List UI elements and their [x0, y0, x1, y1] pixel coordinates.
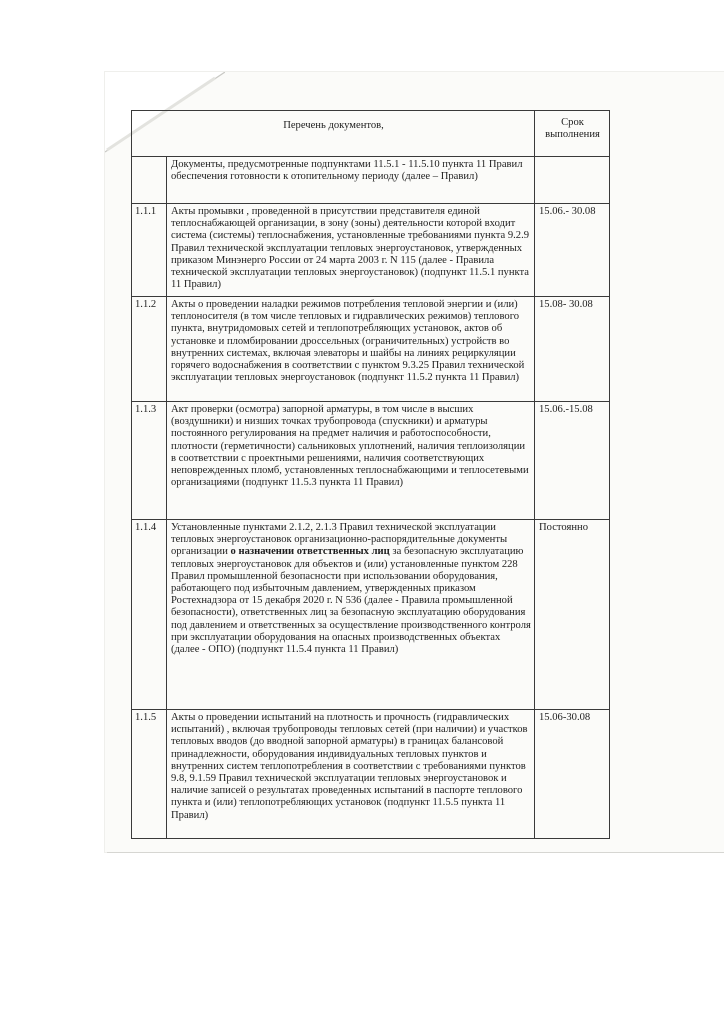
row-text: Акты промывки , проведенной в присутствии представителя единой теплоснабжающей организации, в зону (зоны) деятельности которой входит система (системы) теплоснабжения, установленные требованиями пункта 9.2.9 Правил технической эксплуатации тепловых энергоустановок, утвержденных приказом Минэнерго России от 24 марта 2003 г. N 115 (далее - Правила технической эксплуатации тепловых энергоустановок) (подпункт 11.5.1 пункта 11 Правил) — [167, 204, 535, 297]
row-term: 15.06-30.08 — [535, 710, 610, 839]
table-row — [132, 297, 610, 402]
row-term: 15.06.-15.08 — [535, 402, 610, 520]
row-text-before: Установленные пунктами 2.1.2, 2.1.3 Правил технической эксплуатации тепловых энергоустановок организационно-распорядительные документы организации — [171, 522, 508, 558]
intro-row — [132, 157, 610, 204]
row-term: Постоянно — [535, 520, 610, 710]
row-number: 1.1.2 — [132, 297, 167, 402]
row-number: 1.1.5 — [132, 710, 167, 839]
page-bottom-edge — [107, 852, 724, 853]
row-text: Акты о проведении наладки режимов потребления тепловой энергии и (или) теплоносителя (в том числе тепловых и гидравлических режимов) теплового пункта, внутридомовых сетей и теплопотребляющих установок, актов об установке и пломбировании дроссельных (ограничительных) устройств во внутренних системах, включая элеваторы и шайбы на линиях рециркуляции горячего водоснабжения в соответствии с пунктом 9.3.25 Правил технической эксплуатации тепловых энергоустановок (подпункт 11.5.2 пункта 11 Правил) — [167, 297, 535, 402]
table-row — [132, 204, 610, 297]
row-text: Акты о проведении испытаний на плотность и прочность (гидравлических испытаний) , включая трубопроводы тепловых сетей (при наличии) и участков тепловых вводов (до вводной запорной арматуры) в границах балансовой принадлежности, оборудования индивидуальных тепловых пунктов и внутренних систем теплопотребления в соответствии с требованиями пунктов 9.8, 9.1.59 Правил технической эксплуатации тепловых энергоустановок и наличие записей о результатах проведенных испытаний в паспорте теплового пункта и (или) теплопотребляющих установок (подпункт 11.5.5 пункта 11 Правил) — [167, 710, 535, 839]
header-term: Срок выполнения — [535, 111, 610, 157]
row-text-bold: о назначении ответственных лиц — [230, 546, 390, 558]
row-term: 15.08- 30.08 — [535, 297, 610, 402]
intro-text: Документы, предусмотренные подпунктами 11.5.1 - 11.5.10 пункта 11 Правил обеспечения готовности к отопительному периоду (далее – Правил) — [167, 157, 535, 204]
documents-table — [131, 110, 610, 839]
row-number: 1.1.3 — [132, 402, 167, 520]
row-number: 1.1.4 — [132, 520, 167, 710]
intro-num-cell — [132, 157, 167, 204]
table-header-row — [132, 111, 610, 157]
row-text-after: за безопасную эксплуатацию тепловых энергоустановок для объектов и (или) установленные пунктом 228 Правил промышленной безопасности при использовании оборудования, работающего под избыточным давлением, утвержденных приказом Ростехнадзора от 15 декабря 2020 г. N 536 (далее - Правила промышленной безопасности), ответственных лиц за безопасную эксплуатацию оборудования под давлением и ответственных за осуществление производственного контроля при эксплуатации оборудования на опасных производственных объектах (далее - ОПО) (подпункт 11.5.4 пункта 11 Правил) — [171, 546, 531, 656]
row-text: Акт проверки (осмотра) запорной арматуры, в том числе в высших (воздушники) и низших точках трубопровода (спускники) и арматуры постоянного регулирования на предмет наличия и работоспособности, плотности (герметичности) сальниковых уплотнений, наличия теплоизоляции в соответствии с проектными решениями, наличия соответствующих неповрежденных пломб, установленных теплоснабжающими и теплосетевыми организациями (подпункт 11.5.3 пункта 11 Правил) — [167, 402, 535, 520]
table-row — [132, 402, 610, 520]
intro-term-cell — [535, 157, 610, 204]
row-term: 15.06.- 30.08 — [535, 204, 610, 297]
table-row — [132, 520, 610, 710]
header-documents: Перечень документов, — [132, 111, 535, 157]
row-number: 1.1.1 — [132, 204, 167, 297]
table-row — [132, 710, 610, 839]
row-text — [167, 520, 535, 710]
